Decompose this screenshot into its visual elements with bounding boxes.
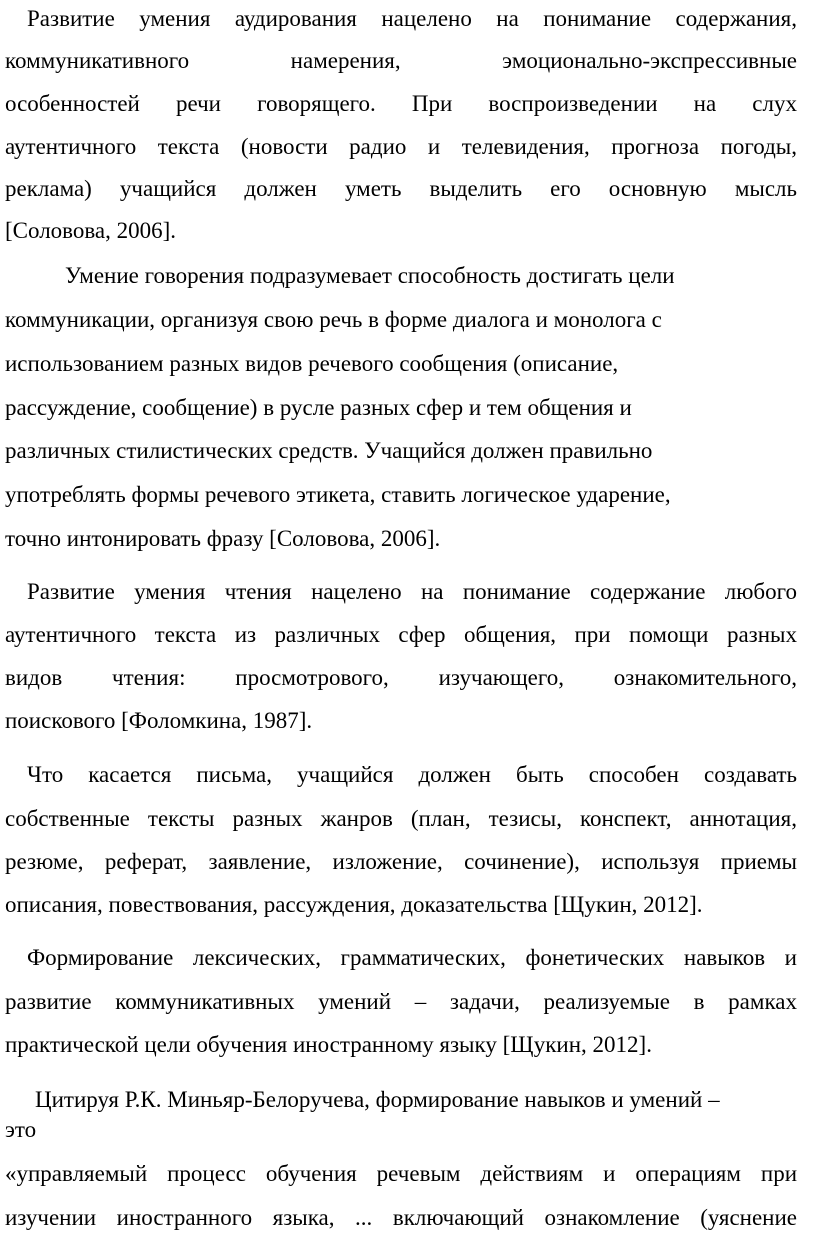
text-line: употреблять формы речевого этикета, ставить логическое ударение, (5, 482, 671, 507)
text-line: «управляемый процесс обучения речевым действиям и операциям при (5, 1161, 797, 1186)
text-line: Что касается письма, учащийся должен быть способен создавать (27, 762, 797, 787)
text-line: видов чтения: просмотрового, изучающего, ознакомительного, (5, 665, 797, 690)
text-line: рассуждение, сообщение) в русле разных сфер и тем общения и (5, 395, 632, 420)
text-line: аутентичного текста из различных сфер общения, при помощи разных (5, 622, 797, 647)
text-line: изучении иностранного языка, ... включающий ознакомление (уяснение (5, 1205, 797, 1230)
text-line: практической цели обучения иностранному языку [Щукин, 2012]. (5, 1032, 652, 1057)
text-line: собственные тексты разных жанров (план, тезисы, конспект, аннотация, (5, 806, 797, 831)
text-line: коммуникации, организуя свою речь в форме диалога и монолога с (5, 307, 662, 332)
text-line: точно интонировать фразу [Соловова, 2006]. (5, 526, 441, 551)
text-line: описания, повествования, рассуждения, доказательства [Щукин, 2012]. (5, 892, 703, 917)
text-line: коммуникативного намерения, эмоционально-экспрессивные (5, 48, 797, 73)
text-line: реклама) учащийся должен уметь выделить его основную мысль (5, 176, 797, 201)
text-line: это (5, 1117, 37, 1142)
text-line: использованием разных видов речевого сообщения (описание, (5, 351, 619, 376)
text-line: Цитируя Р.К. Миньяр-Белоручева, формирование навыков и умений – (35, 1087, 720, 1112)
text-line: Умение говорения подразумевает способность достигать цели (65, 263, 675, 288)
text-line: аутентичного текста (новости радио и телевидения, прогноза погоды, (5, 134, 797, 159)
text-line: резюме, реферат, заявление, изложение, сочинение), используя приемы (5, 849, 797, 874)
text-line: поискового [Фоломкина, 1987]. (5, 708, 313, 733)
text-line: Развитие умения аудирования нацелено на понимание содержания, (27, 6, 797, 31)
text-line: Формирование лексических, грамматических, фонетических навыков и (27, 945, 797, 970)
text-line: Развитие умения чтения нацелено на понимание содержание любого (27, 579, 797, 604)
text-line: развитие коммуникативных умений – задачи, реализуемые в рамках (5, 989, 797, 1014)
text-line: [Соловова, 2006]. (5, 218, 177, 243)
text-line: различных стилистических средств. Учащийся должен правильно (5, 438, 653, 463)
text-line: особенностей речи говорящего. При воспроизведении на слух (5, 91, 797, 116)
